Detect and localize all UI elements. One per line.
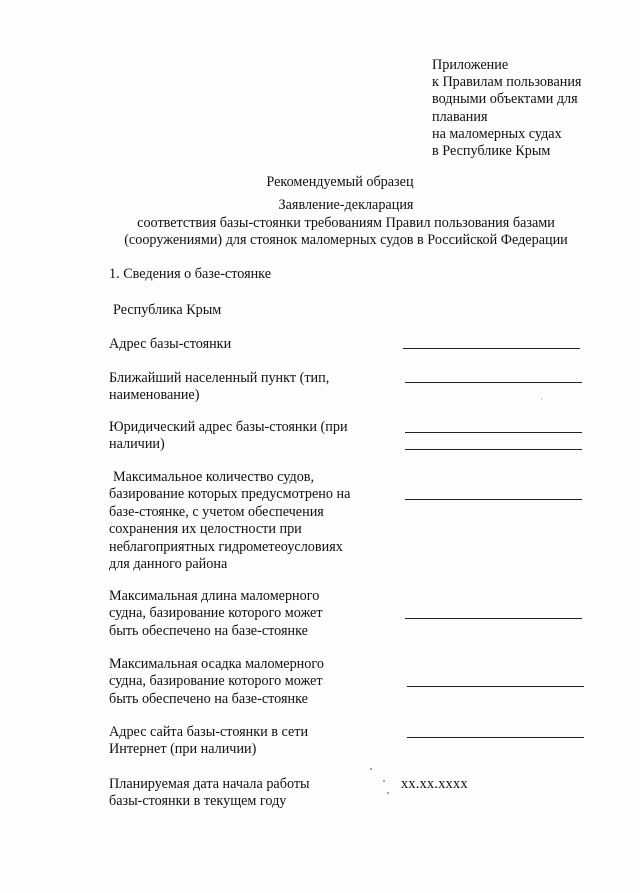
max-draft-fill-line[interactable] [407,686,584,687]
field-label-line: базирование которых предусмотрено на [109,486,351,503]
start-date-value[interactable]: xx.xx.xxxx [401,776,468,792]
declaration-title-line: (сооружениями) для стоянок маломерных судов в Российской Федерации [124,232,568,249]
legal-address-fill-line-1[interactable] [405,432,582,433]
field-start-date-label [109,776,310,811]
field-label-line: Максимальная длина маломерного [109,588,320,604]
section-heading [109,266,271,283]
region-text: Республика Крым [113,302,222,318]
scan-speck [383,780,385,782]
field-address-label [109,336,231,353]
appendix-line: водными объектами для [432,91,578,108]
scan-speck [387,792,389,794]
sample-title: Рекомендуемый образец [266,174,414,190]
field-label-line: Юридический адрес базы-стоянки (при [109,419,348,435]
field-label-line: базе-стоянке, с учетом обеспечения [109,503,324,520]
appendix-note [432,57,622,160]
appendix-line: к Правилам пользования [432,74,582,91]
appendix-line: Приложение [432,57,509,73]
address-fill-line[interactable] [403,348,580,349]
declaration-title-line: Заявление-декларация [278,197,414,213]
appendix-line: в Республике Крым [432,143,551,160]
appendix-line: плавания [432,108,488,125]
field-label-line: Ближайший населенный пункт (тип, [109,370,330,386]
scan-speck [541,399,542,400]
field-label-line: быть обеспечено на базе-стоянке [109,690,308,707]
max-vessels-fill-line[interactable] [405,499,582,500]
field-label-line: сохранения их целостности при [109,521,302,538]
legal-address-fill-line-2[interactable] [405,449,582,450]
scan-speck [370,768,372,770]
field-label-line: Планируемая дата начала работы [109,776,310,792]
field-label-line: судна, базирование которого может [109,605,323,622]
max-length-fill-line[interactable] [405,618,582,619]
field-max-draft-label [109,656,324,708]
field-label-line: Максимальная осадка маломерного [109,656,324,672]
settlement-fill-line[interactable] [405,382,582,383]
field-label-line: неблагоприятных гидрометеоусловиях [109,538,343,555]
field-settlement-label [109,370,329,405]
field-max-vessels-label [109,469,350,573]
section-heading-text: 1. Сведения о базе-стоянке [109,266,272,282]
field-legal-address-label [109,419,348,454]
field-label-line: базы-стоянки в текущем году [109,793,287,810]
field-max-length-label [109,588,323,640]
field-label-line: для данного района [109,556,228,573]
field-label-line: судна, базирование которого может [109,673,323,690]
field-label-line: Адрес сайта базы-стоянки в сети [109,724,309,740]
field-label-line: Интернет (при наличии) [109,741,257,758]
field-label-line: наличии) [109,436,165,453]
website-fill-line[interactable] [407,737,584,738]
field-label-line: Максимальное количество судов, [113,469,315,485]
declaration-title-line: соответствия базы-стоянки требованиям Правил пользования базами [137,214,555,231]
declaration-title [26,197,640,250]
field-label-line: Адрес базы-стоянки [109,336,232,352]
field-label-line: быть обеспечено на базе-стоянке [109,622,308,639]
field-website-label [109,724,308,759]
appendix-line: на маломерных судах [432,125,562,142]
field-label-line: наименование) [109,387,200,404]
region-label [113,302,221,319]
